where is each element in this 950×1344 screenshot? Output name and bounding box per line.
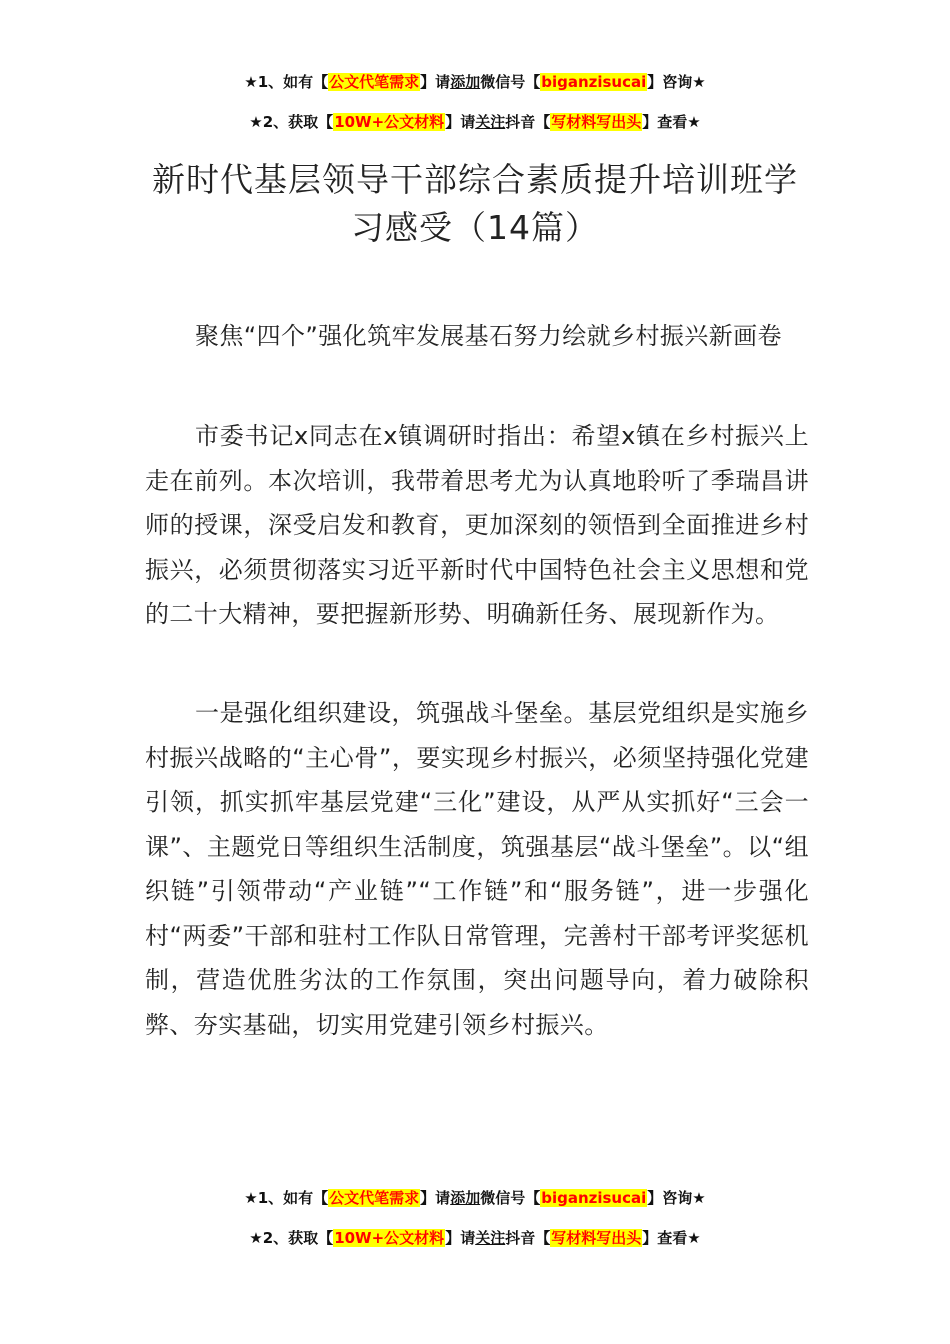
banner-text: 微信号【 <box>480 1189 541 1207</box>
document-title: 新时代基层领导干部综合素质提升培训班学习感受（14篇） <box>152 160 798 247</box>
banner-wechat-id: biganzisucai <box>541 1189 647 1207</box>
banner-highlight: 公文代笔需求 <box>329 1189 420 1207</box>
banner-douyin-id: 写材料写出头 <box>551 113 642 131</box>
paragraph-point-one <box>145 691 809 1047</box>
banner-underline: 关注 <box>475 1229 506 1247</box>
banner-text: ★1、如有【 <box>244 1189 329 1207</box>
banner-douyin-id: 写材料写出头 <box>551 1229 642 1247</box>
banner-text: 】查看★ <box>642 113 701 131</box>
banner-text: ★2、获取【 <box>249 113 334 131</box>
header-banner-line-2 <box>0 112 950 132</box>
header-banner-line-1 <box>0 72 950 92</box>
paragraph-subtitle <box>145 314 809 359</box>
banner-text: 】咨询★ <box>647 1189 706 1207</box>
banner-text: ★1、如有【 <box>244 73 329 91</box>
banner-text: ★2、获取【 <box>249 1229 334 1247</box>
banner-text: 抖音【 <box>505 113 551 131</box>
banner-text: 】查看★ <box>642 1229 701 1247</box>
paragraph-text: 市委书记x同志在x镇调研时指出：希望x镇在乡村振兴上走在前列。本次培训，我带着思考尤为认真地聆听了季瑞昌讲师的授课，深受启发和教育，更加深刻的领悟到全面推进乡村振兴，必须贯彻落实习近平新时代中国特色社会主义思想和党的二十大精神，要把握新形势、明确新任务、展现新作为。 <box>145 422 809 628</box>
banner-highlight: 公文代笔需求 <box>329 73 420 91</box>
banner-text: 】请 <box>420 73 451 91</box>
banner-text: 微信号【 <box>480 73 541 91</box>
paragraph-intro <box>145 414 809 637</box>
banner-text: 】请 <box>420 1189 451 1207</box>
banner-underline: 关注 <box>475 113 506 131</box>
paragraph-text: 聚焦“四个”强化筑牢发展基石努力绘就乡村振兴新画卷 <box>195 322 782 350</box>
banner-text: 】咨询★ <box>647 73 706 91</box>
banner-highlight: 10W+公文材料 <box>334 113 445 131</box>
footer-banner-line-1 <box>0 1188 950 1208</box>
banner-highlight: 10W+公文材料 <box>334 1229 445 1247</box>
paragraph-text: 一是强化组织建设，筑强战斗堡垒。基层党组织是实施乡村振兴战略的“主心骨”，要实现乡村振兴，必须坚持强化党建引领，抓实抓牢基层党建“三化”建设，从严从实抓好“三会一课”、主题党日等组织生活制度，筑强基层“战斗堡垒”。以“组织链”引领带动“产业链”“工作链”和“服务链”，进一步强化村“两委”干部和驻村工作队日常管理，完善村干部考评奖惩机制，营造优胜劣汰的工作氛围，突出问题导向，着力破除积弊、夯实基础，切实用党建引领乡村振兴。 <box>145 699 809 1039</box>
banner-underline: 添加 <box>450 73 481 91</box>
banner-wechat-id: biganzisucai <box>541 73 647 91</box>
banner-underline: 添加 <box>450 1189 481 1207</box>
banner-text: 】请 <box>445 113 476 131</box>
banner-text: 抖音【 <box>505 1229 551 1247</box>
footer-banner-line-2 <box>0 1228 950 1248</box>
banner-text: 】请 <box>445 1229 476 1247</box>
